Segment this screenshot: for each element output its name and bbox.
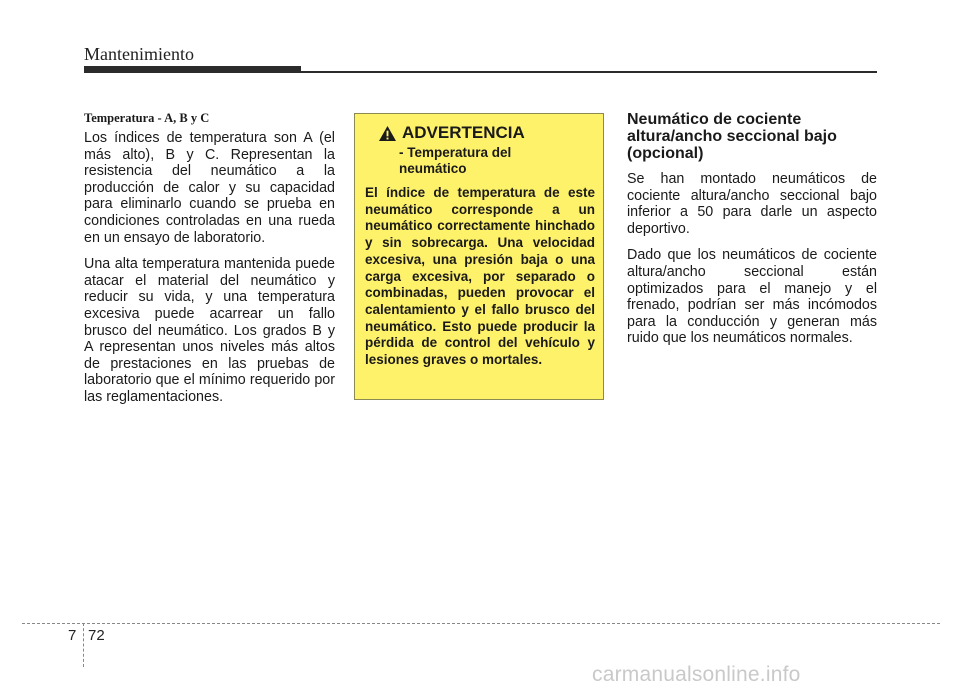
header-rule-thick xyxy=(84,66,301,73)
paragraph: Se han montado neumáticos de cociente altura/ancho seccional bajo inferior a 50 para darle un aspecto deportivo. xyxy=(627,171,877,237)
section-title: Mantenimiento xyxy=(84,44,194,64)
right-column xyxy=(627,111,877,357)
warning-box xyxy=(354,113,604,400)
paragraph: Dado que los neumáticos de cociente altura/ancho seccional están optimizados para el manejo y el frenado, podrían ser más incómodos para la conducción y generan más ruido que los neumáticos normales. xyxy=(627,247,877,347)
chapter-number: 7 xyxy=(68,627,77,644)
warning-triangle-icon xyxy=(378,125,397,142)
warning-header xyxy=(378,123,595,143)
paragraph: Los índices de temperatura son A (el más alto), B y C. Representan la resistencia del neumático a la producción de calor y su capacidad para eliminarlo cuando se prueba en condiciones controladas en una rueda en un ensayo de laboratorio. xyxy=(84,130,335,246)
subheading-temperature: Temperatura - A, B y C xyxy=(84,111,210,125)
warning-title: ADVERTENCIA xyxy=(402,123,525,142)
paragraph: Una alta temperatura mantenida puede atacar el material del neumático y reducir su vida, y una temperatura excesiva puede acarrear un fallo brusco del neumático. Los grados B y A representan unos niveles más altos de prestaciones en las pruebas de laboratorio que el mínimo requerido por las reglamentaciones. xyxy=(84,256,335,405)
watermark: carmanualsonline.info xyxy=(592,663,801,686)
footer-vertical-divider xyxy=(83,623,84,667)
left-column xyxy=(84,111,335,416)
footer-divider xyxy=(22,623,940,624)
warning-body: El índice de temperatura de este neumático corresponde a un neumático correctamente hinchado y sin sobrecarga. Una velocidad excesiva, una presión baja o una carga excesiva, por separado o combinadas, pueden provocar el calentamiento y el fallo brusco del neumático. Esto puede producir la pérdida de control del vehículo y lesiones graves o mortales. xyxy=(365,185,595,368)
heading-low-profile-tires: Neumático de cociente altura/ancho seccional bajo (opcional) xyxy=(627,111,837,162)
warning-subtitle: - Temperatura del neumático xyxy=(399,145,512,176)
header-rule-thin xyxy=(301,71,877,73)
page-number: 72 xyxy=(88,627,105,644)
